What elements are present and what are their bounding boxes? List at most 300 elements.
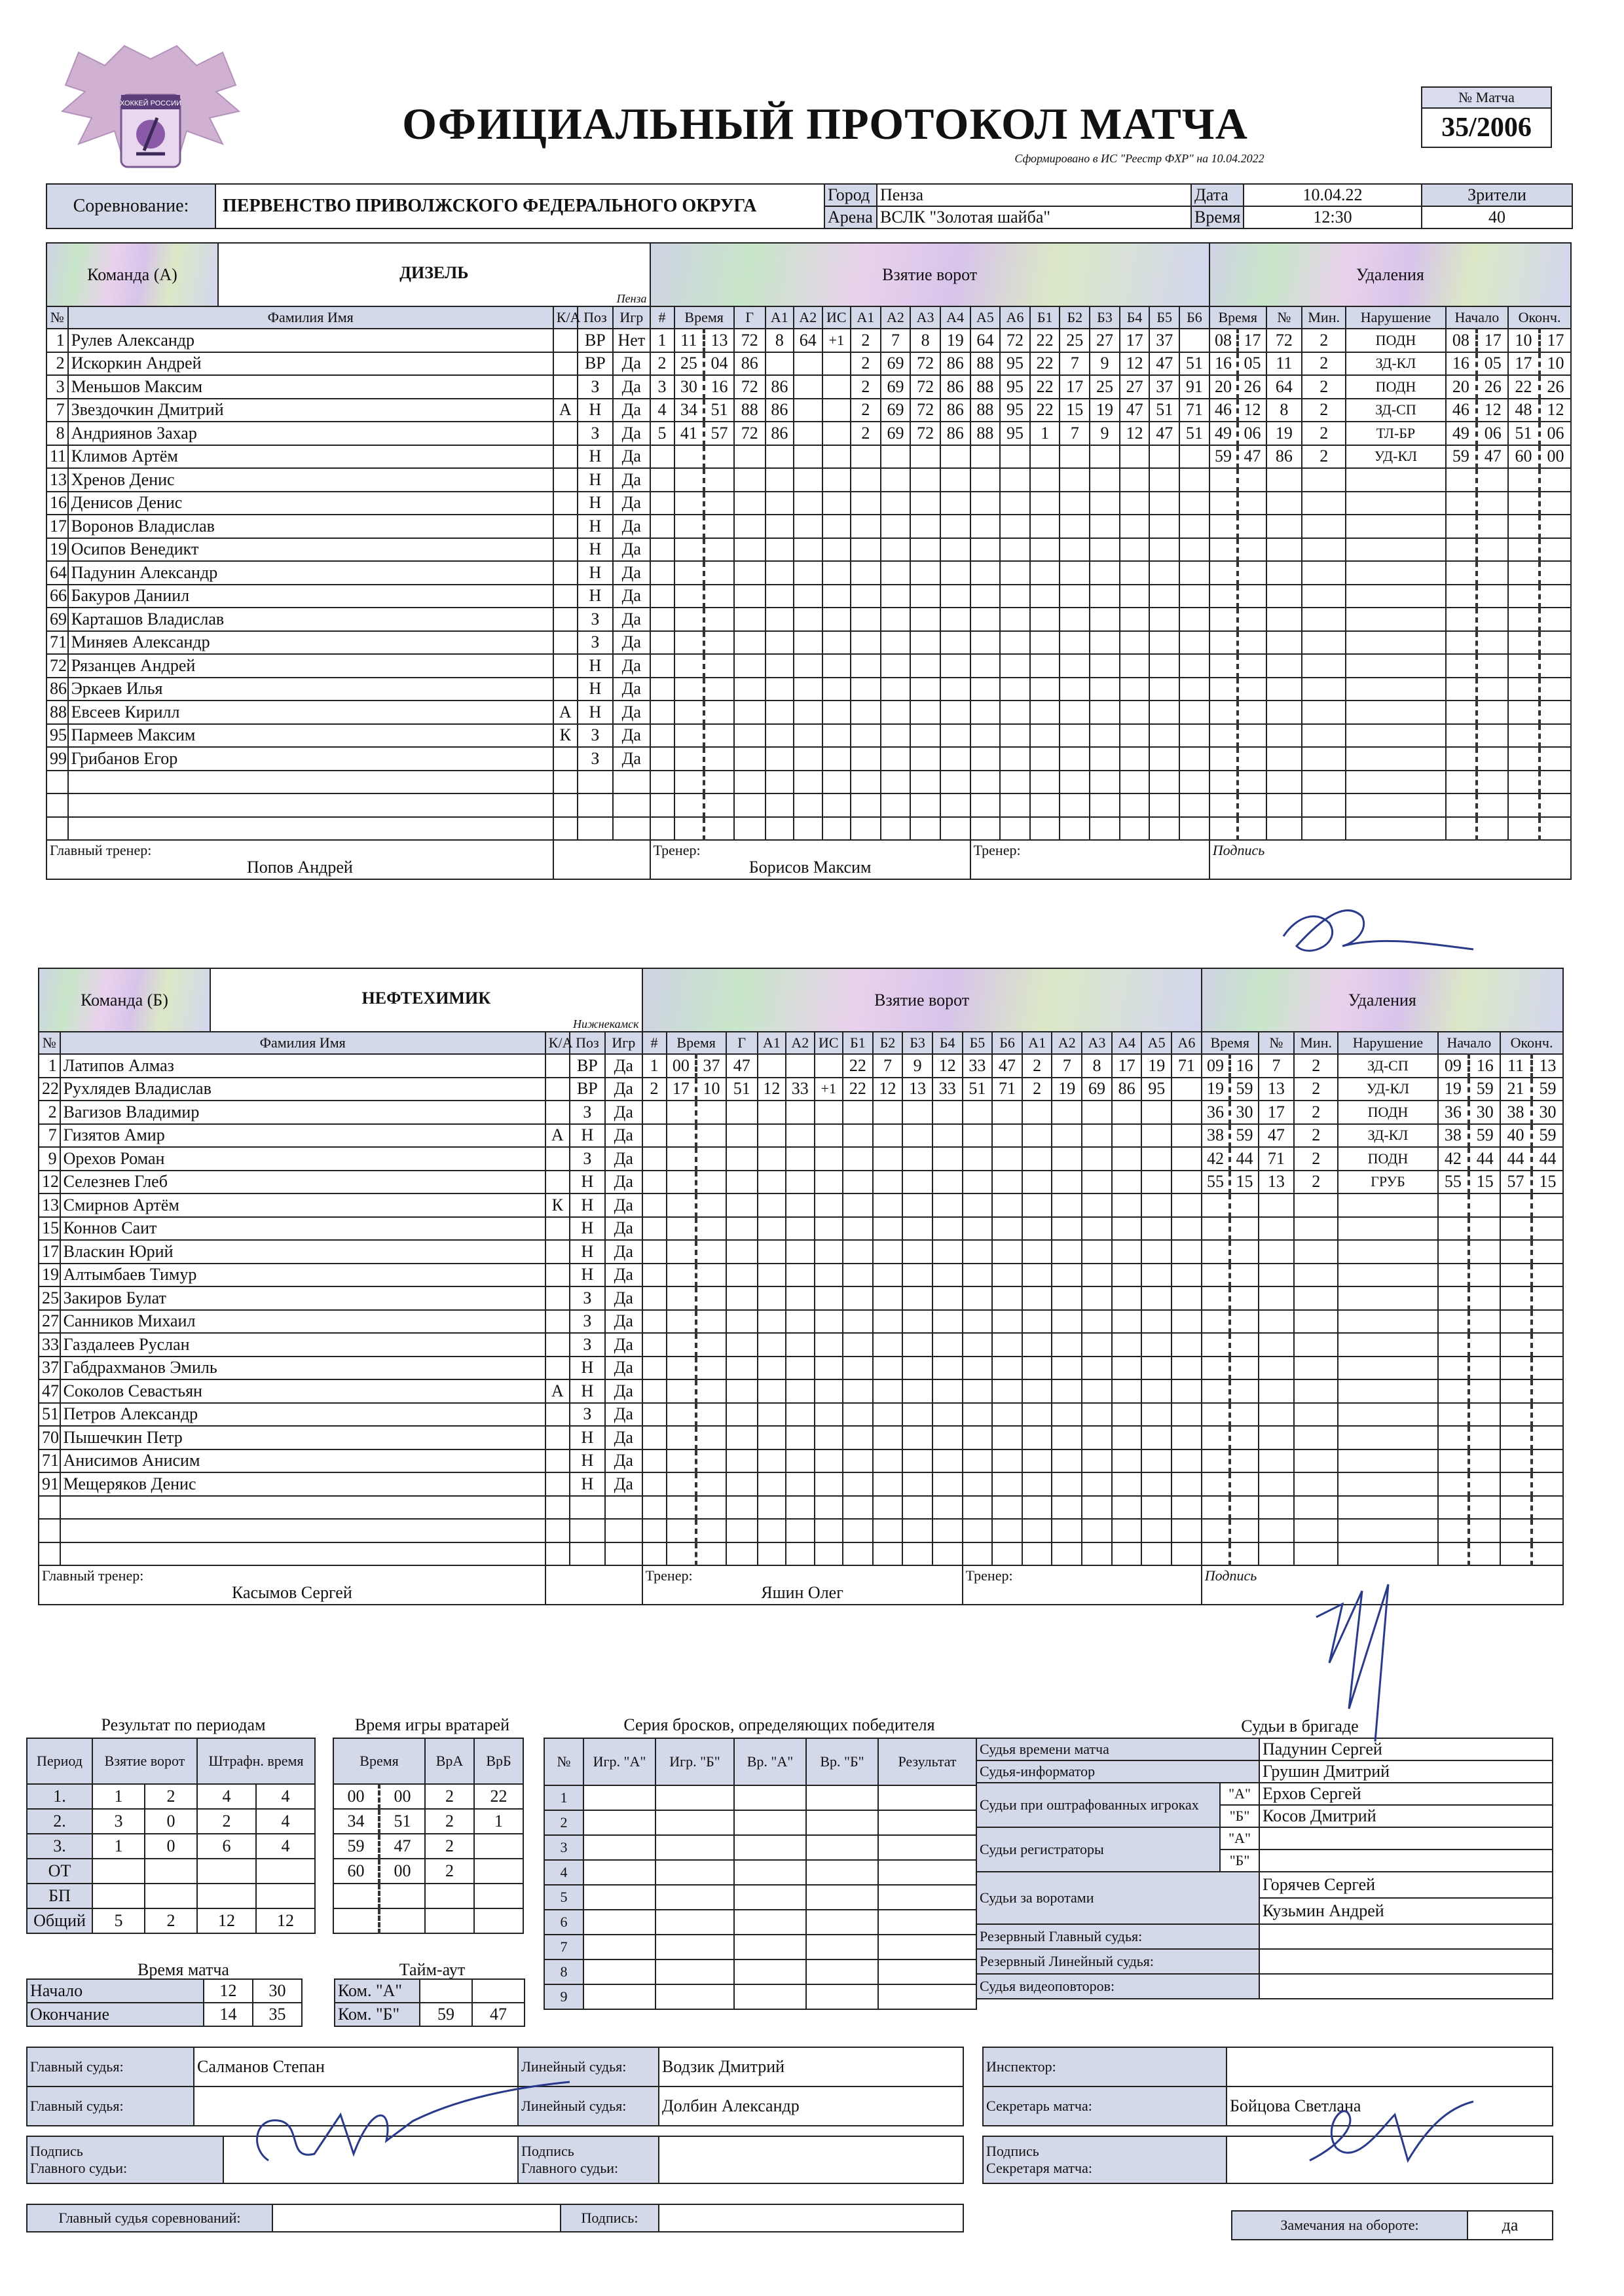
player-number: 17 bbox=[46, 515, 68, 538]
match-time-title: Время матча bbox=[138, 1960, 229, 1979]
goal-scorer: 72 bbox=[734, 375, 766, 399]
penalty-end-second: 10 bbox=[1540, 352, 1571, 376]
goal-situation: +1 bbox=[822, 329, 851, 352]
goal-assist-2 bbox=[794, 352, 822, 376]
team_b-col-pen-min: Мин. bbox=[1294, 1032, 1338, 1054]
goal-on-ice-player: 19 bbox=[1141, 1054, 1172, 1078]
player-played: Да bbox=[613, 352, 650, 376]
date-label: Дата bbox=[1191, 184, 1244, 206]
team_a-head-coach: Попов Андрей bbox=[246, 858, 353, 877]
notes-row bbox=[1231, 2210, 1553, 2240]
penalty-duration: 2 bbox=[1294, 1101, 1338, 1124]
player-position: Н bbox=[570, 1124, 605, 1148]
penalty-end-second: 00 bbox=[1540, 445, 1571, 469]
hockey-russia-logo bbox=[52, 39, 249, 203]
player-played: Да bbox=[613, 515, 650, 538]
table-row bbox=[46, 771, 1571, 794]
table-row bbox=[39, 1240, 1563, 1264]
penalty-duration: 2 bbox=[1302, 445, 1346, 469]
player-played: Да bbox=[605, 1240, 642, 1264]
player-captain bbox=[553, 538, 578, 562]
team_b-col-onice-5: Б6 bbox=[992, 1032, 1022, 1054]
team_a-col-no: № bbox=[46, 306, 68, 329]
goal-second: 16 bbox=[704, 375, 734, 399]
team_b-city: Нижнекамск bbox=[573, 1017, 639, 1030]
penalty-start-minute: 09 bbox=[1438, 1054, 1469, 1078]
player-captain: К bbox=[553, 724, 578, 748]
team_b-col-pen-start: Начало bbox=[1438, 1032, 1501, 1054]
player-name: Соколов Севастьян bbox=[60, 1379, 545, 1403]
player-played: Да bbox=[605, 1286, 642, 1310]
player-position: З bbox=[578, 608, 613, 631]
goal-on-ice-player: 86 bbox=[940, 422, 970, 445]
main-referee-signature-label-line2: Главного судьи: bbox=[30, 2160, 128, 2176]
goal-on-ice-player: 12 bbox=[873, 1078, 903, 1101]
penalty-end-minute: 57 bbox=[1500, 1171, 1532, 1194]
penalty-start-minute: 20 bbox=[1446, 375, 1477, 399]
player-name: Воронов Владислав bbox=[68, 515, 553, 538]
arena-label: Арена bbox=[824, 206, 877, 228]
table-row bbox=[39, 1449, 1563, 1473]
player-captain bbox=[553, 515, 578, 538]
shootout-attempt-number: 1 bbox=[544, 1785, 583, 1810]
team_a-col-onice-0: А1 bbox=[851, 306, 881, 329]
player-number: 15 bbox=[39, 1217, 60, 1241]
team_b-col-pen-no: № bbox=[1259, 1032, 1294, 1054]
second-main-referee-signature-label-line1: Подпись bbox=[521, 2143, 574, 2159]
player-position: Н bbox=[570, 1194, 605, 1217]
goal-on-ice-player: 69 bbox=[881, 375, 911, 399]
penalty-second: 15 bbox=[1230, 1171, 1258, 1194]
team_a-col-onice-8: Б3 bbox=[1090, 306, 1120, 329]
table-row bbox=[27, 1784, 315, 1809]
goal-on-ice-player: 7 bbox=[1060, 422, 1090, 445]
shootout-attempt-number: 6 bbox=[544, 1910, 583, 1935]
shootout-attempt-number: 4 bbox=[544, 1860, 583, 1885]
player-position: З bbox=[578, 422, 613, 445]
player-name: Власкин Юрий bbox=[60, 1240, 545, 1264]
table-row bbox=[46, 515, 1571, 538]
player-played: Да bbox=[613, 399, 650, 422]
player-position: Н bbox=[578, 492, 613, 515]
table-row bbox=[46, 654, 1571, 678]
secretary-signature-label-line1: Подпись bbox=[986, 2143, 1039, 2159]
player-played: Да bbox=[605, 1449, 642, 1473]
team_b-col-name: Фамилия Имя bbox=[60, 1032, 545, 1054]
penalty-judge-a: Ерхов Сергей bbox=[1259, 1783, 1553, 1805]
team_a-col-pen-no: № bbox=[1266, 306, 1302, 329]
goal-assist-1 bbox=[766, 352, 794, 376]
penalty-player: 13 bbox=[1259, 1078, 1294, 1101]
team_b-col-goal-5: ИС bbox=[815, 1032, 843, 1054]
goal-judges-label: Судьи за воротами bbox=[976, 1872, 1259, 1924]
goalie-change-minute: 59 bbox=[333, 1834, 379, 1859]
goal-number: 1 bbox=[650, 329, 674, 352]
player-played: Да bbox=[613, 445, 650, 469]
goal-on-ice-player: 22 bbox=[843, 1054, 873, 1078]
player-captain bbox=[553, 747, 578, 771]
goal-on-ice-player: 72 bbox=[910, 422, 940, 445]
player-position: З bbox=[570, 1403, 605, 1427]
informer-name: Грушин Дмитрий bbox=[1259, 1760, 1553, 1783]
table-row bbox=[544, 1959, 976, 1984]
penalty-duration: 2 bbox=[1302, 329, 1346, 352]
team_a-col-onice-10: Б5 bbox=[1149, 306, 1179, 329]
goal-on-ice-player: 27 bbox=[1090, 329, 1120, 352]
team_b-col-goal-4: А2 bbox=[786, 1032, 814, 1054]
table-row bbox=[39, 1472, 1563, 1496]
goal-situation bbox=[822, 375, 851, 399]
goal-on-ice-player: 37 bbox=[1149, 329, 1179, 352]
page-title: ОФИЦИАЛЬНЫЙ ПРОТОКОЛ МАТЧА bbox=[402, 99, 1248, 149]
table-row bbox=[39, 1078, 1563, 1101]
penalty-minute: 38 bbox=[1202, 1124, 1230, 1148]
player-played: Да bbox=[613, 701, 650, 724]
goalie-change-second: 00 bbox=[379, 1784, 425, 1809]
player-played: Да bbox=[613, 375, 650, 399]
penalty-minute: 20 bbox=[1209, 375, 1238, 399]
protocol-page bbox=[26, 26, 1598, 2270]
reserve-line-label: Резервный Линейный судья: bbox=[976, 1949, 1259, 1974]
timeout-title: Тайм-аут bbox=[399, 1960, 466, 1979]
player-captain bbox=[553, 561, 578, 585]
table-row bbox=[544, 1910, 976, 1935]
penalty-judge-b: Косов Дмитрий bbox=[1259, 1805, 1553, 1827]
player-name: Мещеряков Денис bbox=[60, 1472, 545, 1496]
goal-on-ice-player: 17 bbox=[1112, 1054, 1142, 1078]
goal-number: 5 bbox=[650, 422, 674, 445]
match-start-label: Начало bbox=[27, 1979, 204, 2003]
team-a-signature bbox=[1270, 897, 1506, 969]
player-position: Н bbox=[570, 1171, 605, 1194]
penalty-minute: 42 bbox=[1202, 1147, 1230, 1171]
table-row bbox=[46, 445, 1571, 469]
penalty-end-second: 15 bbox=[1532, 1171, 1563, 1194]
goalie-a: 2 bbox=[425, 1834, 474, 1859]
table-row bbox=[27, 1908, 315, 1933]
penalty-infraction: ГРУБ bbox=[1338, 1171, 1437, 1194]
period-goals-a: 1 bbox=[92, 1834, 145, 1859]
goalie-b: 22 bbox=[474, 1784, 523, 1809]
penalty-second: 59 bbox=[1230, 1078, 1258, 1101]
period-goals-b bbox=[145, 1859, 197, 1884]
period-label: 3. bbox=[27, 1834, 92, 1859]
penalty-infraction: ПОДН bbox=[1346, 329, 1445, 352]
registrar-b bbox=[1259, 1850, 1553, 1872]
player-number: 69 bbox=[46, 608, 68, 631]
goalies-title: Время игры вратарей bbox=[354, 1715, 510, 1734]
match-end-label: Окончание bbox=[27, 2003, 204, 2026]
city-label: Город bbox=[824, 184, 877, 206]
main-referee-label-1: Главный судья: bbox=[27, 2047, 194, 2086]
goal-on-ice-player: 86 bbox=[1112, 1078, 1142, 1101]
player-name: Орехов Роман bbox=[60, 1147, 545, 1171]
player-name: Бакуров Даниил bbox=[68, 585, 553, 608]
penalty-start-second: 05 bbox=[1477, 352, 1508, 376]
player-name: Гизятов Амир bbox=[60, 1124, 545, 1148]
player-captain bbox=[545, 1403, 570, 1427]
period-pim-a: 2 bbox=[197, 1809, 256, 1834]
shootout-attempt-number: 7 bbox=[544, 1935, 583, 1959]
player-position: ВР bbox=[570, 1054, 605, 1078]
player-played: Да bbox=[605, 1101, 642, 1124]
team_b-col-onice-4: Б5 bbox=[963, 1032, 993, 1054]
team_b-col-pen-end: Оконч. bbox=[1500, 1032, 1563, 1054]
table-row bbox=[46, 399, 1571, 422]
team_b-col-goal-time: Время bbox=[667, 1032, 726, 1054]
player-name: Искоркин Андрей bbox=[68, 352, 553, 376]
player-position: З bbox=[570, 1101, 605, 1124]
date-value: 10.04.22 bbox=[1244, 184, 1422, 206]
goal-on-ice-player: 86 bbox=[940, 399, 970, 422]
table-row bbox=[46, 793, 1571, 817]
team_a-col-onice-2: А3 bbox=[910, 306, 940, 329]
goal-minute: 34 bbox=[674, 399, 705, 422]
shootout-attempt-number: 8 bbox=[544, 1959, 583, 1984]
team_a-col-play: Игр bbox=[613, 306, 650, 329]
inspector-name bbox=[1227, 2047, 1553, 2086]
penalty-player: 64 bbox=[1266, 375, 1302, 399]
shootout-col-4: Вр. "Б" bbox=[806, 1738, 878, 1785]
player-captain bbox=[545, 1101, 570, 1124]
goal-on-ice-player: 69 bbox=[881, 352, 911, 376]
table-row bbox=[39, 1171, 1563, 1194]
time-label: Время bbox=[1191, 206, 1244, 228]
penalty-start-second: 47 bbox=[1477, 445, 1508, 469]
timeout-b-label: Ком. "Б" bbox=[335, 2003, 420, 2026]
secretary-signature-label bbox=[983, 2136, 1227, 2183]
goal-on-ice-player: 95 bbox=[1141, 1078, 1172, 1101]
goal-on-ice-player: 51 bbox=[1179, 352, 1209, 376]
goal-assist-2 bbox=[794, 399, 822, 422]
penalty-end-minute: 60 bbox=[1508, 445, 1540, 469]
team_b-col-onice-3: Б4 bbox=[932, 1032, 963, 1054]
goal-number: 3 bbox=[650, 375, 674, 399]
penalty-player: 19 bbox=[1266, 422, 1302, 445]
goal-assist-2 bbox=[794, 422, 822, 445]
goal-on-ice-player: 12 bbox=[1120, 352, 1150, 376]
player-name: Анисимов Анисим bbox=[60, 1449, 545, 1473]
goal-on-ice-player: 33 bbox=[963, 1054, 993, 1078]
team_a-col-ka: К/А bbox=[553, 306, 578, 329]
goal-on-ice-player: 22 bbox=[843, 1078, 873, 1101]
goal-on-ice-player: 25 bbox=[1060, 329, 1090, 352]
player-captain bbox=[553, 678, 578, 701]
table-row bbox=[544, 1885, 976, 1910]
table-row bbox=[46, 468, 1571, 492]
shootout-col-1: Игр. "А" bbox=[583, 1738, 655, 1785]
team_a-col-onice-7: Б2 bbox=[1060, 306, 1090, 329]
player-name: Осипов Венедикт bbox=[68, 538, 553, 562]
period-pim-b: 4 bbox=[256, 1784, 315, 1809]
timeout-b-minute: 59 bbox=[420, 2003, 472, 2026]
goalie-a: 2 bbox=[425, 1784, 474, 1809]
main-referee-signature-label-line1: Подпись bbox=[30, 2143, 83, 2159]
goal-on-ice-player: 9 bbox=[1090, 422, 1120, 445]
linesman-label-1: Линейный судья: bbox=[518, 2047, 659, 2086]
player-played: Да bbox=[605, 1171, 642, 1194]
team_a-col-goal-time: Время bbox=[674, 306, 734, 329]
team_b-label: Команда (Б) bbox=[39, 969, 211, 1031]
penalty-end-minute: 21 bbox=[1500, 1078, 1532, 1101]
penalty-end-second: 06 bbox=[1540, 422, 1571, 445]
shootout-attempt-number: 2 bbox=[544, 1810, 583, 1835]
player-number: 11 bbox=[46, 445, 68, 469]
goal-on-ice-player: 2 bbox=[1022, 1078, 1052, 1101]
player-number: 8 bbox=[46, 422, 68, 445]
table-row bbox=[46, 701, 1571, 724]
player-captain bbox=[545, 1333, 570, 1357]
player-name: Коннов Саит bbox=[60, 1217, 545, 1241]
goal-on-ice-player: 22 bbox=[1030, 399, 1060, 422]
notes-label: Замечания на обороте: bbox=[1232, 2211, 1467, 2240]
goalie-change-second: 51 bbox=[379, 1809, 425, 1834]
player-number: 1 bbox=[46, 329, 68, 352]
team_a-col-pen-min: Мин. bbox=[1302, 306, 1346, 329]
penalty-end-second: 17 bbox=[1540, 329, 1571, 352]
team_a-penalties-header: Удаления bbox=[1209, 243, 1571, 306]
goal-on-ice-player: 8 bbox=[1082, 1054, 1112, 1078]
player-number: 37 bbox=[39, 1357, 60, 1380]
goal-scorer: 72 bbox=[734, 422, 766, 445]
player-number: 51 bbox=[39, 1403, 60, 1427]
goal-assist-2: 64 bbox=[794, 329, 822, 352]
team_b-head-coach: Касымов Сергей bbox=[232, 1583, 352, 1602]
player-captain: А bbox=[553, 399, 578, 422]
goalie-a: 2 bbox=[425, 1859, 474, 1884]
player-number: 19 bbox=[46, 538, 68, 562]
goal-number: 2 bbox=[650, 352, 674, 376]
player-name: Евсеев Кирилл bbox=[68, 701, 553, 724]
table-row bbox=[39, 1124, 1563, 1148]
penalty-judge-b-tag: "Б" bbox=[1220, 1805, 1259, 1827]
team_b-col-onice-10: А5 bbox=[1141, 1032, 1172, 1054]
goal-on-ice-player: 2 bbox=[851, 422, 881, 445]
goal-on-ice-player: 1 bbox=[1030, 422, 1060, 445]
period-label: 2. bbox=[27, 1809, 92, 1834]
goal-assist-1: 8 bbox=[766, 329, 794, 352]
player-captain: А bbox=[545, 1124, 570, 1148]
table-row bbox=[544, 1785, 976, 1810]
player-number: 13 bbox=[39, 1194, 60, 1217]
penalty-end-minute: 44 bbox=[1500, 1147, 1532, 1171]
team-b-signature bbox=[1290, 1578, 1421, 1748]
player-number: 13 bbox=[46, 468, 68, 492]
team_a-col-onice-11: Б6 bbox=[1179, 306, 1209, 329]
player-name: Грибанов Егор bbox=[68, 747, 553, 771]
match-number-label: № Матча bbox=[1422, 87, 1551, 108]
player-played: Да bbox=[605, 1379, 642, 1403]
penalty-player: 47 bbox=[1259, 1124, 1294, 1148]
penalty-player: 72 bbox=[1266, 329, 1302, 352]
period-label: ОТ bbox=[27, 1859, 92, 1884]
goal-on-ice-player: 47 bbox=[1120, 399, 1150, 422]
penalty-second: 44 bbox=[1230, 1147, 1258, 1171]
officials-table bbox=[976, 1738, 1553, 1999]
player-name: Рязанцев Андрей bbox=[68, 654, 553, 678]
goalies-table bbox=[333, 1738, 524, 1934]
team_b-col-onice-6: А1 bbox=[1022, 1032, 1052, 1054]
goal-on-ice-player: 86 bbox=[940, 352, 970, 376]
penalty-second: 06 bbox=[1238, 422, 1266, 445]
shootout-attempt-number: 9 bbox=[544, 1984, 583, 2009]
table-row bbox=[39, 1496, 1563, 1520]
table-row bbox=[46, 375, 1571, 399]
second-main-referee-signature-label-line2: Главного судьи: bbox=[521, 2160, 619, 2176]
team_a-name: ДИЗЕЛЬ bbox=[399, 263, 469, 282]
goal-on-ice-player: 95 bbox=[1000, 422, 1030, 445]
player-name: Латипов Алмаз bbox=[60, 1054, 545, 1078]
team_a-signature-label: Подпись bbox=[1212, 842, 1265, 858]
penalty-second: 26 bbox=[1238, 375, 1266, 399]
player-number: 7 bbox=[46, 399, 68, 422]
penalty-second: 05 bbox=[1238, 352, 1266, 376]
player-captain bbox=[553, 585, 578, 608]
team-b-section bbox=[38, 968, 1564, 1605]
goal-situation bbox=[822, 399, 851, 422]
player-played: Да bbox=[613, 747, 650, 771]
penalty-infraction: ПОДН bbox=[1338, 1147, 1437, 1171]
player-position: Н bbox=[578, 445, 613, 469]
penalty-end-minute: 51 bbox=[1508, 422, 1540, 445]
penalty-start-minute: 19 bbox=[1438, 1078, 1469, 1101]
table-row bbox=[46, 492, 1571, 515]
table-row bbox=[46, 747, 1571, 771]
penalty-start-second: 06 bbox=[1477, 422, 1508, 445]
team_a-col-onice-9: Б4 bbox=[1120, 306, 1150, 329]
team_a-col-goal-4: А2 bbox=[794, 306, 822, 329]
player-name: Алтымбаев Тимур bbox=[60, 1264, 545, 1287]
period-goals-a: 1 bbox=[92, 1784, 145, 1809]
player-position: Н bbox=[570, 1357, 605, 1380]
player-name: Селезнев Глеб bbox=[60, 1171, 545, 1194]
penalty-infraction: ЗД-СП bbox=[1346, 399, 1445, 422]
player-name: Падунин Александр bbox=[68, 561, 553, 585]
period-goals-a: 3 bbox=[92, 1809, 145, 1834]
player-captain: А bbox=[545, 1379, 570, 1403]
goalie-change-second: 00 bbox=[379, 1859, 425, 1884]
team_a-col-pen-time: Время bbox=[1209, 306, 1266, 329]
linesman-1: Водзик Дмитрий bbox=[659, 2047, 963, 2086]
player-name: Петров Александр bbox=[60, 1403, 545, 1427]
player-captain bbox=[545, 1240, 570, 1264]
match-start-hour: 12 bbox=[204, 1979, 253, 2003]
period-pim-b bbox=[256, 1859, 315, 1884]
player-captain bbox=[545, 1147, 570, 1171]
player-played: Да bbox=[605, 1357, 642, 1380]
player-name: Габдрахманов Эмиль bbox=[60, 1357, 545, 1380]
penalty-end-minute: 11 bbox=[1500, 1054, 1532, 1078]
goal-assist-2 bbox=[786, 1054, 814, 1078]
table-row bbox=[39, 1519, 1563, 1542]
penalty-duration: 2 bbox=[1294, 1078, 1338, 1101]
goal-on-ice-player: 2 bbox=[851, 329, 881, 352]
player-played: Да bbox=[605, 1310, 642, 1334]
period-goals-b: 0 bbox=[145, 1809, 197, 1834]
goal-on-ice-player: 19 bbox=[940, 329, 970, 352]
player-number: 17 bbox=[39, 1240, 60, 1264]
goal-on-ice-player: 22 bbox=[1030, 329, 1060, 352]
penalty-second: 59 bbox=[1230, 1124, 1258, 1148]
goal-number: 1 bbox=[642, 1054, 667, 1078]
goal-minute: 30 bbox=[674, 375, 705, 399]
table-row bbox=[46, 352, 1571, 376]
goal-number: 2 bbox=[642, 1078, 667, 1101]
penalty-end-second: 13 bbox=[1532, 1054, 1563, 1078]
goal-on-ice-player: 88 bbox=[970, 375, 1001, 399]
goal-second: 04 bbox=[704, 352, 734, 376]
team_b-col-onice-1: Б2 bbox=[873, 1032, 903, 1054]
